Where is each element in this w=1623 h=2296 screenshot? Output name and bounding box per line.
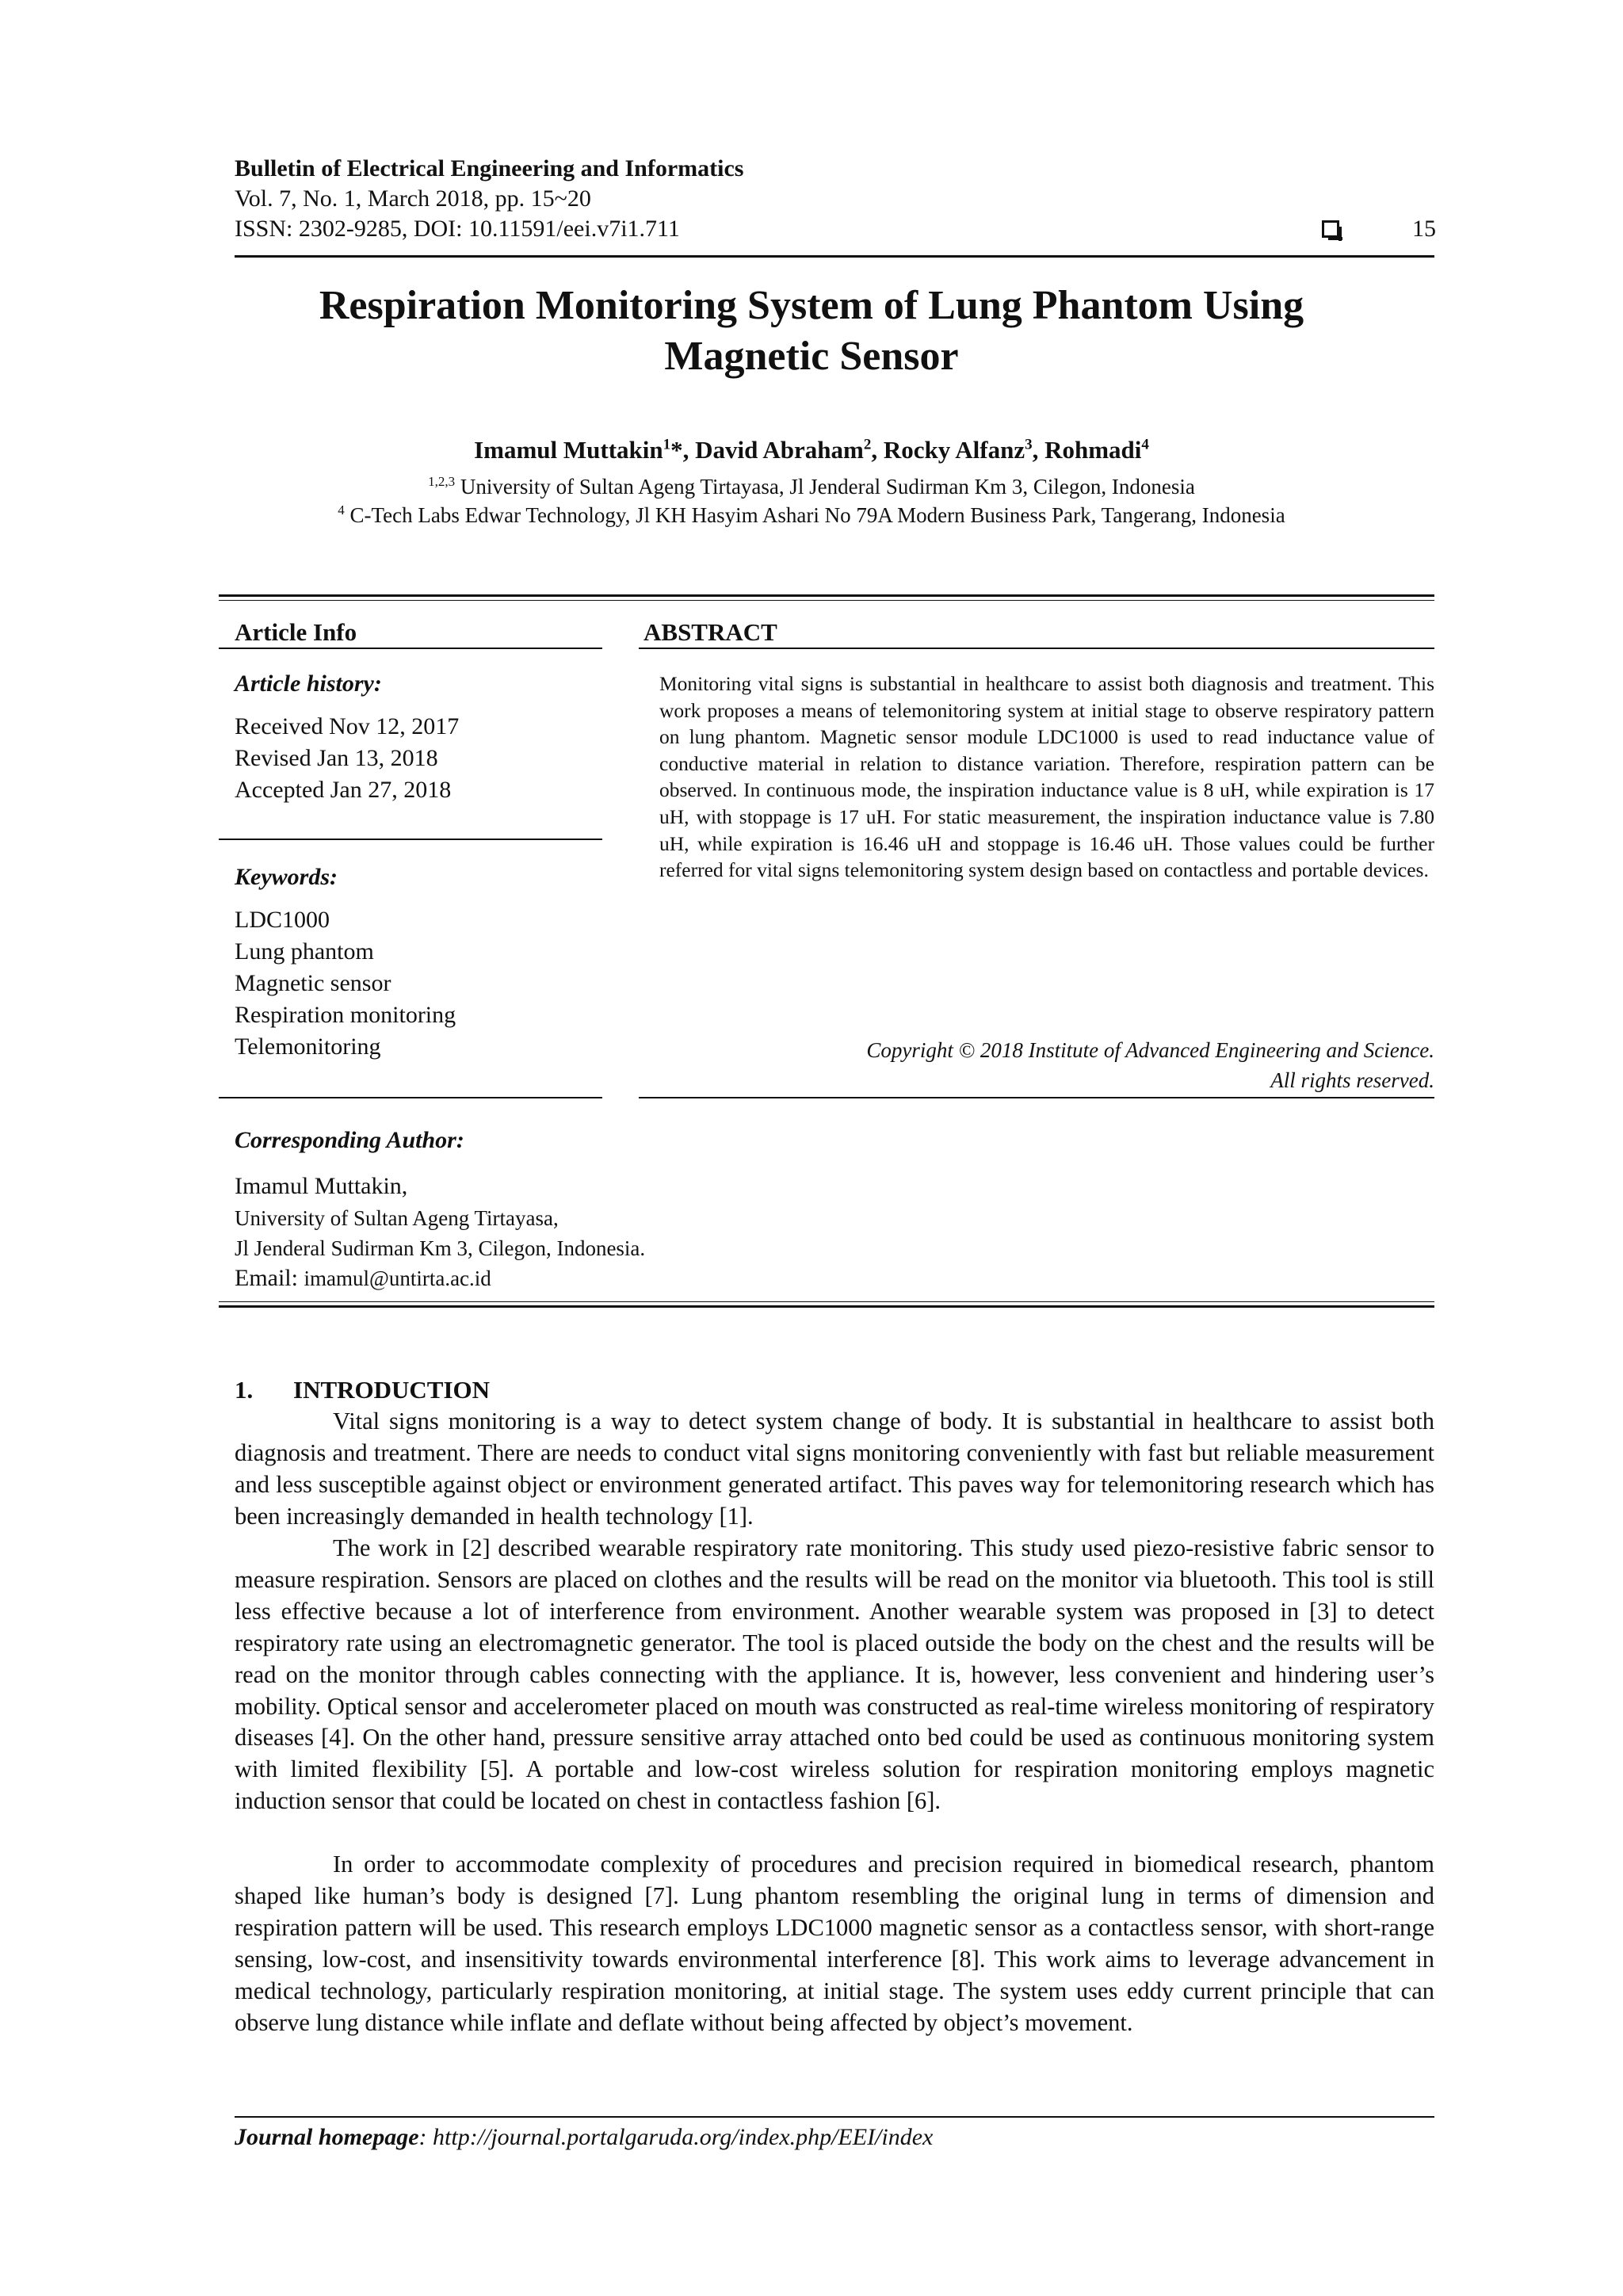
email-label: Email:: [235, 1265, 304, 1291]
author-mark: *: [670, 436, 683, 464]
section-title: INTRODUCTION: [293, 1376, 491, 1404]
author-name: Rocky Alfanz: [883, 436, 1025, 464]
footer-divider: [235, 2116, 1434, 2118]
footer-label: Journal homepage: [235, 2124, 419, 2150]
abstract-rule: [639, 648, 1434, 649]
author-sep: ,: [871, 436, 884, 464]
corresponding-author-university: University of Sultan Ageng Tirtayasa,: [235, 1206, 559, 1230]
keywords-bottom-rule: [219, 1097, 602, 1098]
author-sup: 1: [663, 436, 671, 453]
journal-name: Bulletin of Electrical Engineering and Informatics: [235, 155, 744, 181]
section-number: 1.: [235, 1376, 254, 1404]
abstract-body: Monitoring vital signs is substantial in healthcare to assist both diagnosis and treatment. This work proposes a means of telemonitoring system at initial stage to observe respiratory pattern on lung phantom. Magnetic sensor module LDC1000 is used to read inductance value of conductive material in relation to distance variation. Therefore, respiration pattern can be observed. In continuous mode, the inspiration inductance value is 8 uH, while expiration is 17 uH, with stoppage is 17 uH. For static measurement, the inspiration inductance value is 7.80 uH, while expiration is 16.46 uH and stoppage is 16.46 uH. Those values could be further referred for vital signs telemonitoring system design based on contactless and portable devices.: [659, 672, 1434, 882]
corresponding-author-address: Jl Jenderal Sudirman Km 3, Cilegon, Indonesia.: [235, 1236, 646, 1260]
intro-paragraph-2: The work in [2] described wearable respiratory rate monitoring. This study used piezo-resistive fabric sensor to measure respiration. Sensors are placed on clothes and the results will be read on the monitor via bluetooth. This tool is still less effective because a lot of interference from environment. Another wearable system was proposed in [3] to detect respiratory rate using an electromagnetic generator. The tool is placed outside the body on the chest and the results will be read on the monitor through cables connecting with the appliance. It is, however, less convenient and hindering user’s mobility. Optical sensor and accelerometer placed on mouth was constructed as real-time wireless monitoring of respiratory diseases [4]. On the other hand, pressure sensitive array attached onto bed could be used as continuous monitoring system with limited flexibility [5]. A portable and low-cost wireless solution for respiration monitoring employs magnetic induction sensor that could be located on chest in contactless fashion [6].: [235, 1534, 1434, 1815]
history-keywords-divider: [219, 839, 602, 840]
author-list: [178, 436, 1445, 464]
intro-paragraph-3: In order to accommodate complexity of procedures and precision required in biomedical research, phantom shaped like human’s body is designed [7]. Lung phantom resembling the original lung in terms of dimension and respiration pattern will be used. This research employs LDC1000 magnetic sensor as a contactless sensor, with short-range sensing, low-cost, and insensitivity towards environmental interference [8]. This work aims to leverage advancement in medical technology, particularly respiration monitoring, at initial stage. The system uses eddy current principle that can observe lung distance while inflate and deflate without being affected by object’s movement.: [235, 1851, 1434, 2036]
keyword: LDC1000: [235, 907, 330, 933]
affiliation-2: [178, 502, 1445, 528]
corresponding-author-email: [235, 1265, 491, 1292]
history-accepted: Accepted Jan 27, 2018: [235, 777, 452, 803]
page-number: 15: [1412, 216, 1436, 242]
affiliation-text: University of Sultan Ageng Tirtayasa, Jl Jenderal Sudirman Km 3, Cilegon, Indonesia: [455, 475, 1195, 499]
keyword: Lung phantom: [235, 938, 374, 965]
copyright-line-2: All rights reserved.: [1270, 1068, 1434, 1092]
copyright-notice: [659, 1035, 1434, 1095]
title-line-2: Magnetic Sensor: [664, 334, 959, 379]
article-info-rule: [219, 648, 602, 649]
history-received: Received Nov 12, 2017: [235, 713, 460, 739]
info-box-bottom-rule-inner: [219, 1301, 1434, 1302]
abstract-heading: ABSTRACT: [643, 618, 777, 646]
volume-line: Vol. 7, No. 1, March 2018, pp. 15~20: [235, 185, 591, 212]
keyword: Telemonitoring: [235, 1033, 381, 1060]
author-sup: 2: [863, 436, 872, 453]
keyword: Magnetic sensor: [235, 970, 391, 996]
copyright-line-1: Copyright © 2018 Institute of Advanced Engineering and Science.: [866, 1038, 1434, 1062]
email-address: imamul@untirta.ac.id: [304, 1266, 491, 1290]
author-sup: 4: [1141, 436, 1149, 453]
info-box-bottom-rule: [219, 1305, 1434, 1308]
title-line-1: Respiration Monitoring System of Lung Phantom Using: [319, 283, 1304, 328]
corresponding-author-name: Imamul Muttakin,: [235, 1173, 408, 1199]
abstract-bottom-rule: [639, 1097, 1434, 1098]
header-divider: [235, 255, 1434, 258]
history-revised: Revised Jan 13, 2018: [235, 745, 438, 771]
keywords-heading: Keywords:: [235, 864, 338, 890]
author-name: Imamul Muttakin: [474, 436, 663, 464]
author-name: David Abraham: [695, 436, 864, 464]
info-box-top-rule: [219, 594, 1434, 597]
info-box-top-rule-inner: [219, 600, 1434, 601]
checkbox-icon: [1322, 220, 1339, 238]
author-sep: ,: [1032, 436, 1045, 464]
section-heading-introduction: [235, 1376, 490, 1404]
paper-title: [178, 281, 1445, 382]
footer-url: : http://journal.portalgaruda.org/index.php/EEI/index: [418, 2124, 934, 2150]
journal-homepage-footer: [235, 2124, 933, 2151]
affiliation-sup: 4: [338, 502, 345, 518]
affiliation-sup: 1,2,3: [428, 474, 456, 489]
corresponding-author-heading: Corresponding Author:: [235, 1127, 464, 1153]
affiliation-text: C-Tech Labs Edwar Technology, Jl KH Hasyim Ashari No 79A Modern Business Park, Tangerang, Indonesia: [344, 503, 1285, 527]
article-info-heading: Article Info: [235, 618, 357, 646]
intro-paragraph-1: Vital signs monitoring is a way to detect system change of body. It is substantial in healthcare to assist both diagnosis and treatment. There are needs to conduct vital signs monitoring conveniently with fast but reliable measurement and less susceptible against object or environment generated artifact. This paves way for telemonitoring research which has been increasingly demanded in health technology [1].: [235, 1408, 1434, 1530]
issn-doi-line: ISSN: 2302-9285, DOI: 10.11591/eei.v7i1.711: [235, 216, 680, 242]
author-sep: ,: [682, 436, 696, 464]
affiliation-1: [178, 474, 1445, 499]
article-history-heading: Article history:: [235, 670, 382, 697]
author-sup: 3: [1025, 436, 1033, 453]
keyword: Respiration monitoring: [235, 1002, 456, 1028]
author-name: Rohmadi: [1044, 436, 1142, 464]
